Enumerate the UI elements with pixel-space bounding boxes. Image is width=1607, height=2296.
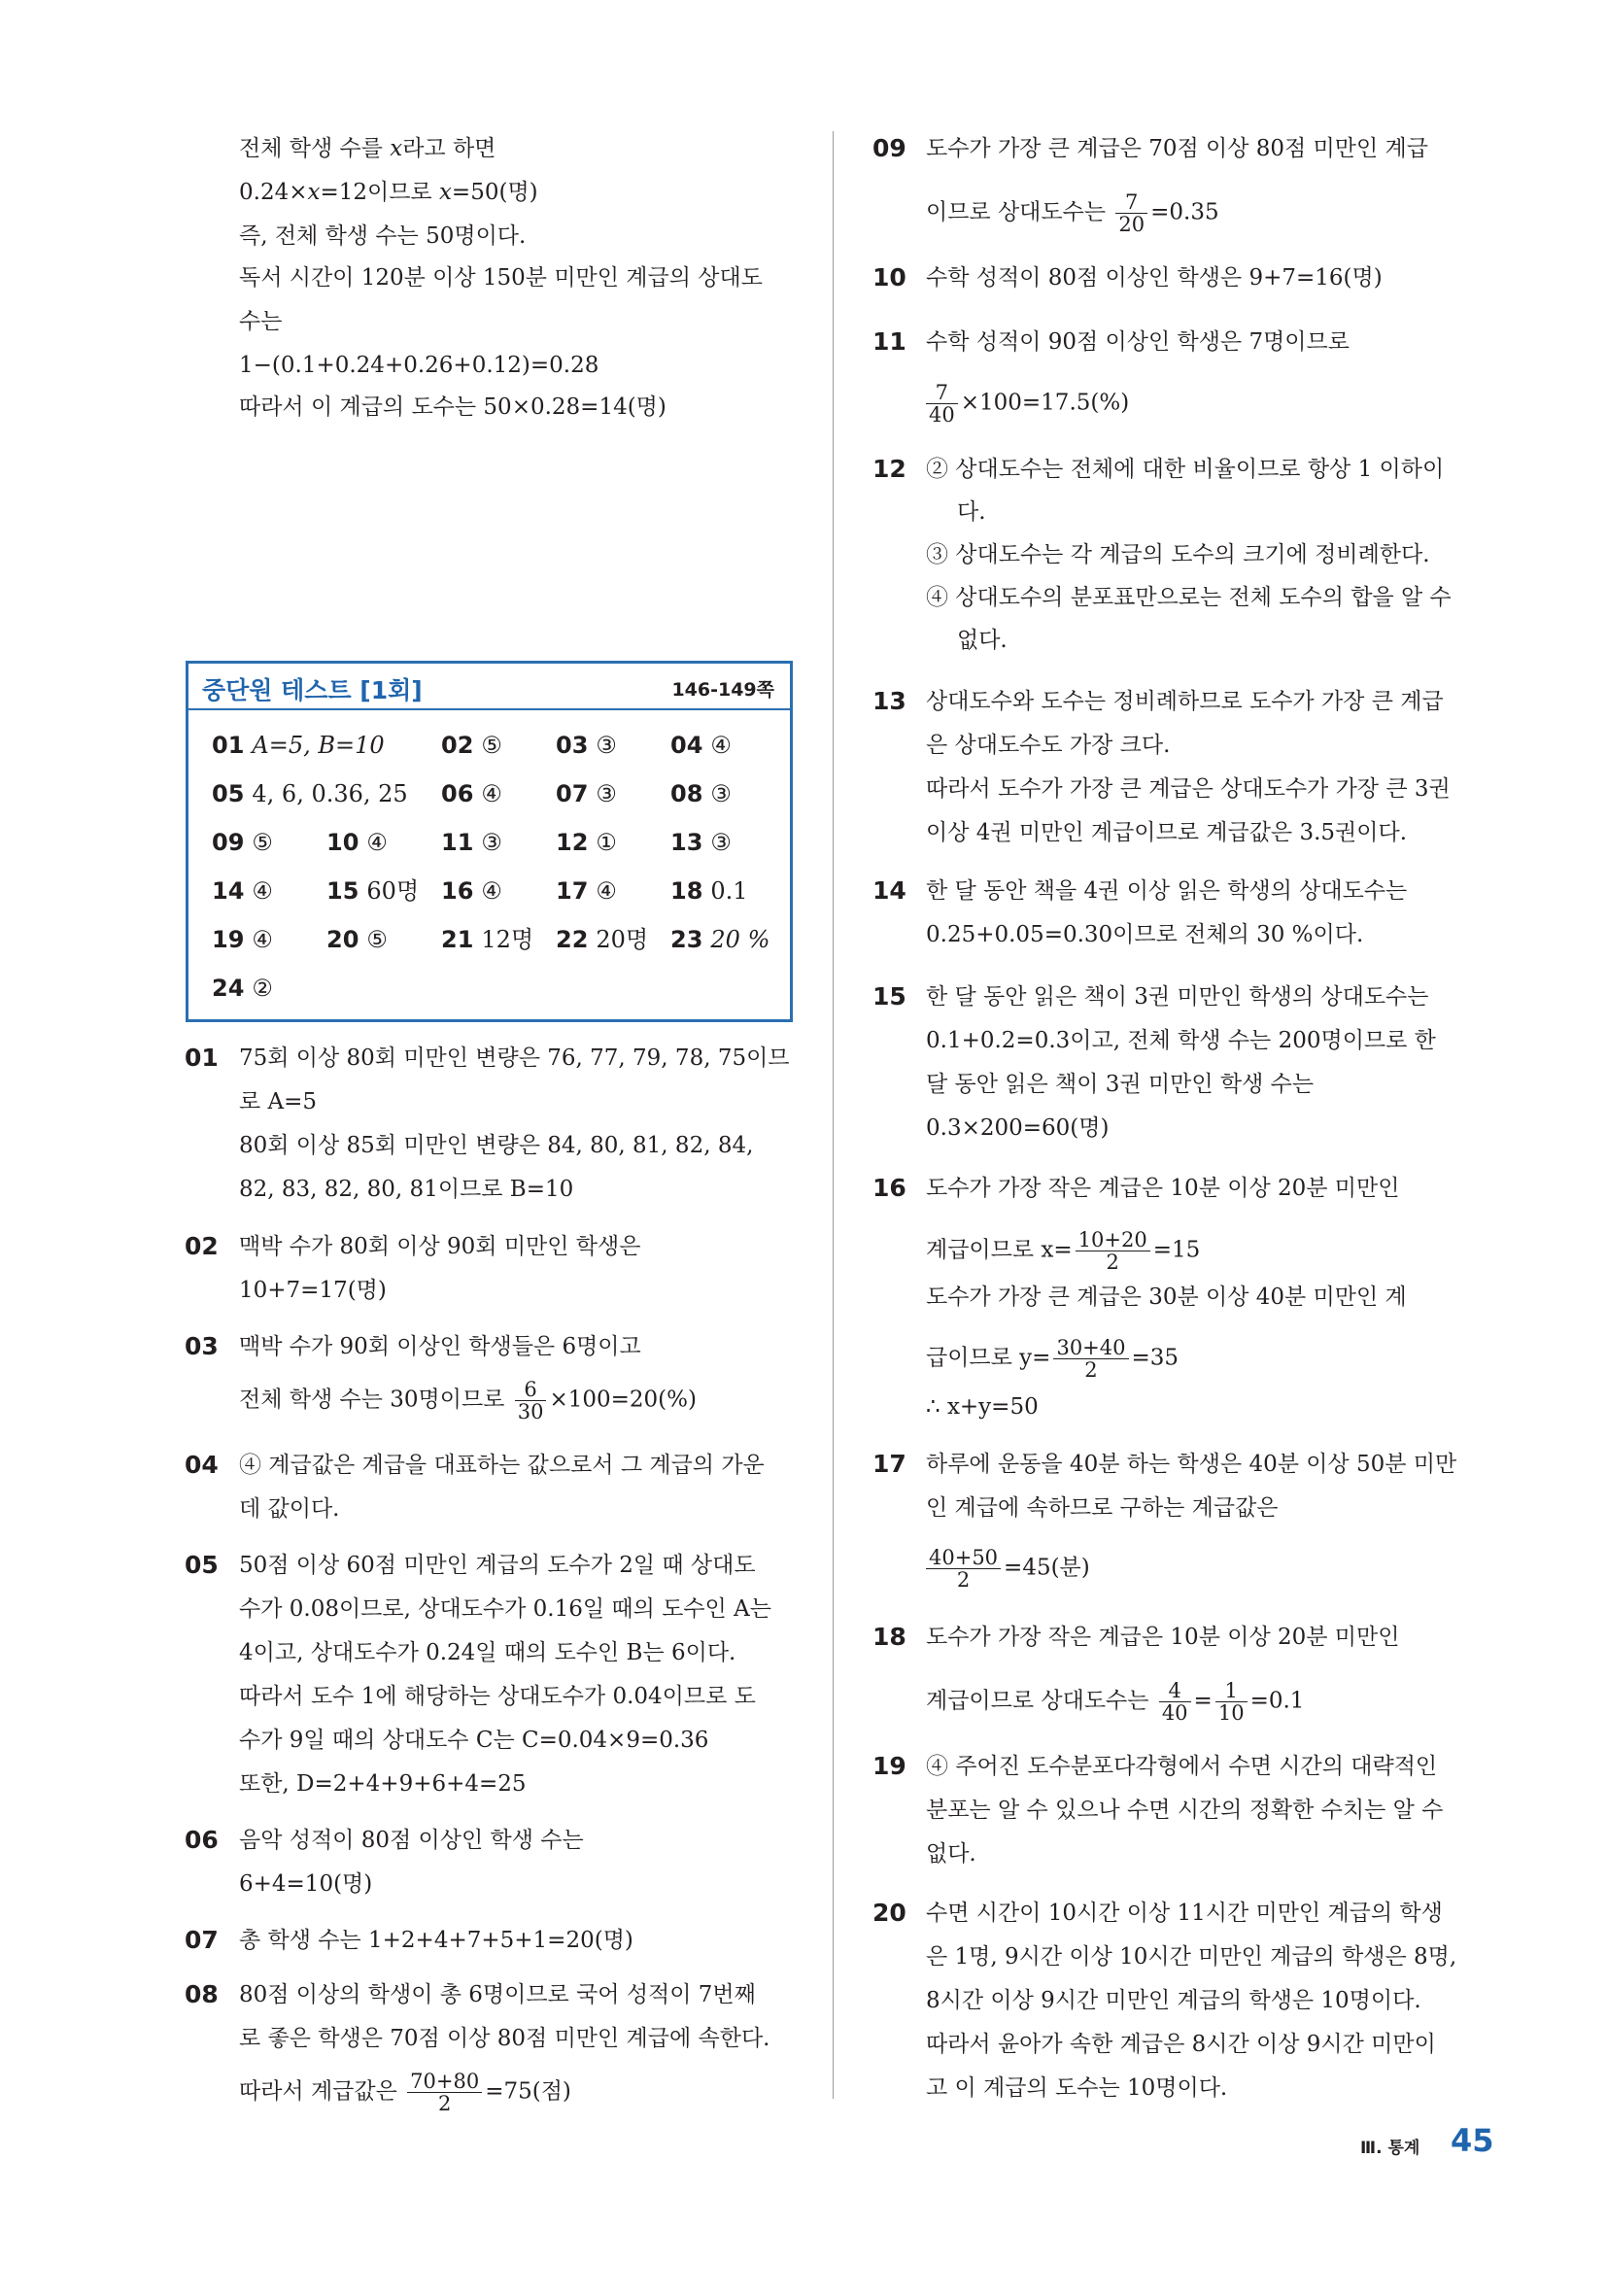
solution-number: 16	[872, 1174, 906, 1202]
fraction-denominator: 20	[1118, 213, 1145, 236]
answer-value: A=5, B=10	[252, 732, 385, 759]
fraction	[1215, 1680, 1248, 1724]
formula-text: ×100=20(%)	[549, 1387, 697, 1413]
formula-text: =45(분)	[1004, 1555, 1090, 1581]
solution-line: 맥박 수가 80회 이상 90회 미만인 학생은	[239, 1234, 641, 1259]
formula-text: 따라서 계급값은	[239, 2078, 397, 2105]
solution-line: ∴ x+y=50	[926, 1394, 1039, 1420]
solution-number: 11	[872, 327, 906, 356]
answer-number: 14	[212, 877, 245, 905]
answer-item	[441, 876, 502, 906]
solution-line: 80회 이상 85회 미만인 변량은 84, 80, 81, 82, 84,	[239, 1133, 754, 1158]
solution-formula	[926, 1337, 1179, 1381]
fraction-denominator: 2	[437, 2092, 452, 2115]
solution-line: 4이고, 상대도수가 0.24일 때의 도수인 B는 6이다.	[239, 1640, 736, 1665]
answer-value: 0.1	[710, 877, 748, 905]
answer-value: ④	[710, 732, 732, 759]
answer-number: 21	[441, 926, 474, 953]
answer-value: ②	[252, 975, 273, 1002]
section-label: Ⅲ. 통계	[1360, 2139, 1420, 2158]
intro-line: 따라서 이 계급의 도수는 50×0.28=14(명)	[239, 394, 667, 420]
solution-number: 02	[185, 1232, 219, 1260]
solution-formula	[239, 1379, 697, 1422]
solution-line: 한 달 동안 읽은 책이 3권 미만인 학생의 상대도수는	[926, 984, 1429, 1010]
answer-number: 23	[670, 926, 703, 953]
solution-line: 0.1+0.2=0.3이고, 전체 학생 수는 200명이므로 한	[926, 1028, 1436, 1053]
answer-number: 18	[670, 877, 703, 905]
answer-number: 05	[212, 780, 245, 807]
fraction-denominator: 2	[956, 1568, 971, 1592]
answer-value: ④	[481, 780, 502, 807]
solution-formula: 계급이므로 상대도수는 $\frac{4}{40}$ = $\frac{1}{10}$ =0.1	[926, 1679, 1305, 1725]
answer-number: 13	[670, 829, 703, 856]
solution-line: 로 좋은 학생은 70점 이상 80점 미만인 계급에 속한다.	[239, 2026, 770, 2051]
fraction	[926, 1547, 1001, 1591]
solution-number: 14	[872, 876, 906, 905]
solution-line: 인 계급에 속하므로 구하는 계급값은	[926, 1495, 1279, 1521]
answer-item	[212, 925, 273, 954]
fraction	[1053, 1337, 1128, 1381]
answer-item	[556, 876, 617, 906]
answer-value: ⑤	[252, 829, 273, 856]
solution-line: 수면 시간이 10시간 이상 11시간 미만인 계급의 학생	[926, 1901, 1443, 1926]
intro-line: 1−(0.1+0.24+0.26+0.12)=0.28	[239, 353, 599, 378]
solution-line: 75회 이상 80회 미만인 변량은 76, 77, 79, 78, 75이므	[239, 1045, 790, 1071]
solution-number: 13	[872, 687, 906, 715]
solution-line: 총 학생 수는 1+2+4+7+5+1=20(명)	[239, 1928, 633, 1953]
test-pages: 146-149쪽	[671, 679, 774, 701]
answer-number: 04	[670, 732, 703, 759]
solution-line: 달 동안 읽은 책이 3권 미만인 학생 수는	[926, 1072, 1315, 1097]
answer-value: ③	[596, 732, 617, 759]
answer-number: 02	[441, 732, 474, 759]
solution-line: 수학 성적이 80점 이상인 학생은 9+7=16(명)	[926, 265, 1383, 291]
solution-line: 도수가 가장 큰 계급은 70점 이상 80점 미만인 계급	[926, 136, 1428, 161]
solution-line: 한 달 동안 책을 4권 이상 읽은 학생의 상대도수는	[926, 878, 1408, 904]
solution-line: ② 상대도수는 전체에 대한 비율이므로 항상 1 이하이	[926, 457, 1445, 482]
test-answer-box	[186, 661, 793, 1022]
answer-value: 20 %	[710, 926, 770, 953]
fraction-denominator: 30	[517, 1400, 544, 1423]
solution-formula	[926, 191, 1219, 235]
answer-value: ⑤	[481, 732, 502, 759]
solution-line: 8시간 이상 9시간 미만인 계급의 학생은 10명이다.	[926, 1988, 1421, 2013]
answer-number: 16	[441, 877, 474, 905]
fraction	[407, 2071, 482, 2114]
answer-value: ④	[252, 926, 273, 953]
answer-item	[326, 925, 388, 954]
solution-line: 82, 83, 82, 80, 81이므로 B=10	[239, 1177, 574, 1202]
solution-number: 04	[185, 1451, 219, 1479]
answer-number: 03	[556, 732, 589, 759]
answer-item	[212, 876, 273, 906]
answer-value: ⑤	[366, 926, 388, 953]
solution-formula	[239, 2071, 571, 2114]
answer-number: 12	[556, 829, 589, 856]
answer-number: 15	[326, 877, 359, 905]
solution-line: 로 A=5	[239, 1089, 318, 1114]
answer-number: 10	[326, 829, 359, 856]
answer-item	[670, 876, 748, 906]
solution-number: 09	[872, 134, 906, 162]
answer-item	[670, 925, 769, 954]
solution-line: ③ 상대도수는 각 계급의 도수의 크기에 정비례한다.	[926, 542, 1430, 567]
formula-text: 계급이므로 x=	[926, 1237, 1073, 1263]
answer-number: 24	[212, 975, 245, 1002]
fraction-numerator: 7	[926, 382, 958, 404]
formula-text: =0.35	[1150, 199, 1219, 225]
solution-line: 0.25+0.05=0.30이므로 전체의 30 %이다.	[926, 922, 1364, 947]
solution-line: 따라서 도수 1에 해당하는 상대도수가 0.04이므로 도	[239, 1684, 756, 1709]
answer-item	[212, 828, 273, 857]
answer-value: ④	[366, 829, 388, 856]
answer-item	[556, 779, 617, 808]
column-divider	[833, 131, 834, 2099]
solution-line: 10+7=17(명)	[239, 1278, 387, 1303]
answer-value: ③	[710, 829, 732, 856]
solution-line: 없다.	[957, 628, 1008, 653]
solution-number: 01	[185, 1044, 219, 1072]
answer-number: 11	[441, 829, 474, 856]
fraction-denominator: 10	[1217, 1701, 1245, 1725]
answer-value: ④	[596, 877, 617, 905]
answer-value: 4, 6, 0.36, 25	[252, 780, 408, 807]
answer-value: ③	[596, 780, 617, 807]
fraction-denominator: 40	[1161, 1701, 1188, 1725]
solution-line: 없다.	[926, 1841, 976, 1867]
solution-formula	[923, 1547, 1090, 1591]
fraction-denominator: 2	[1106, 1251, 1119, 1274]
answer-item	[212, 974, 273, 1003]
answer-value: ④	[252, 877, 273, 905]
fraction-numerator: 1	[1215, 1680, 1248, 1702]
intro-line: 즉, 전체 학생 수는 50명이다.	[239, 223, 527, 249]
solution-line: 은 상대도수도 가장 크다.	[926, 733, 1171, 758]
solution-line: 도수가 가장 큰 계급은 30분 이상 40분 미만인 계	[926, 1285, 1407, 1310]
intro-line: 전체 학생 수를 𝑥라고 하면	[239, 136, 496, 161]
solution-line: 도수가 가장 작은 계급은 10분 이상 20분 미만인	[926, 1625, 1400, 1650]
solution-line: 다.	[957, 499, 986, 525]
formula-text: ×100=17.5(%)	[960, 390, 1130, 416]
answer-number: 07	[556, 780, 589, 807]
answer-item	[441, 779, 502, 808]
solution-line: 6+4=10(명)	[239, 1871, 373, 1897]
solution-formula	[926, 1229, 1200, 1273]
answer-item	[212, 731, 385, 760]
solution-line: 도수가 가장 작은 계급은 10분 이상 20분 미만인	[926, 1176, 1400, 1201]
intro-line: 0.24×𝑥=12이므로 𝑥=50(명)	[239, 180, 538, 205]
answer-value: ③	[481, 829, 502, 856]
solution-line: 상대도수와 도수는 정비례하므로 도수가 가장 큰 계급	[926, 689, 1444, 714]
answer-value: 20명	[596, 926, 649, 953]
solution-line: ④ 주어진 도수분포다각형에서 수면 시간의 대략적인	[926, 1754, 1438, 1779]
solution-number: 17	[872, 1450, 906, 1478]
fraction-numerator: 6	[515, 1379, 547, 1401]
answer-value: ①	[596, 829, 617, 856]
answer-number: 22	[556, 926, 589, 953]
answer-item	[670, 779, 732, 808]
solution-line: 이상 4권 미만인 계급이므로 계급값은 3.5권이다.	[926, 820, 1408, 845]
solution-number: 15	[872, 982, 906, 1011]
formula-text: 전체 학생 수는 30명이므로	[239, 1387, 505, 1413]
solution-line: ④ 상대도수의 분포표만으로는 전체 도수의 합을 알 수	[926, 585, 1452, 610]
solution-line: 데 값이다.	[239, 1496, 340, 1522]
solution-line: 50점 이상 60점 미만인 계급의 도수가 2일 때 상대도	[239, 1553, 756, 1578]
solution-line: 따라서 윤아가 속한 계급은 8시간 이상 9시간 미만이	[926, 2032, 1436, 2057]
solution-number: 07	[185, 1926, 219, 1954]
answer-number: 19	[212, 926, 245, 953]
fraction-numerator: 7	[1115, 191, 1147, 214]
answer-item	[326, 828, 388, 857]
answer-item	[556, 828, 617, 857]
answer-value: 60명	[366, 877, 420, 905]
solution-number: 08	[185, 1980, 219, 2008]
formula-text: =0.1	[1249, 1688, 1305, 1714]
formula-text: 이므로 상대도수는	[926, 199, 1107, 225]
answer-value: ③	[710, 780, 732, 807]
solution-line: 고 이 계급의 도수는 10명이다.	[926, 2075, 1228, 2101]
solution-line: 하루에 운동을 40분 하는 학생은 40분 이상 50분 미만	[926, 1452, 1457, 1477]
solution-number: 05	[185, 1551, 219, 1579]
fraction-denominator: 2	[1084, 1358, 1098, 1382]
solution-line: 맥박 수가 90회 이상인 학생들은 6명이고	[239, 1334, 641, 1359]
formula-text: =75(점)	[485, 2078, 571, 2105]
formula-text: =35	[1131, 1345, 1180, 1371]
fraction-numerator: 40+50	[926, 1547, 1001, 1569]
intro-line: 수는	[239, 309, 283, 334]
solution-line: ④ 계급값은 계급을 대표하는 값으로서 그 계급의 가운	[239, 1453, 765, 1478]
page-number: 45	[1451, 2122, 1494, 2159]
solution-number: 20	[872, 1899, 906, 1927]
solution-line: 80점 이상의 학생이 총 6명이므로 국어 성적이 7번째	[239, 1982, 756, 2007]
solution-number: 18	[872, 1623, 906, 1651]
formula-text: 급이므로 y=	[926, 1345, 1051, 1371]
answer-number: 08	[670, 780, 703, 807]
solution-line: 0.3×200=60(명)	[926, 1115, 1110, 1141]
answer-item	[441, 731, 502, 760]
answer-number: 09	[212, 829, 245, 856]
solution-line: 따라서 도수가 가장 큰 계급은 상대도수가 가장 큰 3권	[926, 776, 1451, 802]
solution-line: 또한, D=2+4+9+6+4=25	[239, 1771, 527, 1797]
fraction-denominator: 40	[929, 403, 955, 427]
solution-number: 19	[872, 1752, 906, 1780]
fraction	[515, 1379, 547, 1422]
answer-item	[441, 828, 502, 857]
answer-item	[556, 731, 617, 760]
solution-number: 03	[185, 1332, 219, 1360]
answer-item	[326, 876, 419, 906]
solution-number: 10	[872, 263, 906, 291]
fraction	[1076, 1229, 1150, 1273]
answer-item	[556, 925, 648, 954]
solution-formula	[923, 382, 1129, 426]
answer-number: 01	[212, 732, 245, 759]
solution-line: 수가 9일 때의 상대도수 C는 C=0.04×9=0.36	[239, 1728, 709, 1753]
test-box-header	[188, 664, 790, 710]
formula-text: 계급이므로 상대도수는	[926, 1688, 1149, 1714]
solution-line: 음악 성적이 80점 이상인 학생 수는	[239, 1828, 584, 1853]
solution-number: 06	[185, 1826, 219, 1854]
fraction-numerator: 10+20	[1076, 1229, 1150, 1251]
solution-line: 수가 0.08이므로, 상대도수가 0.16일 때의 도수인 A는	[239, 1596, 771, 1622]
fraction	[1115, 191, 1147, 235]
formula-text: =15	[1152, 1237, 1201, 1263]
fraction-numerator: 30+40	[1053, 1337, 1128, 1359]
answer-number: 17	[556, 877, 589, 905]
answer-item	[441, 925, 533, 954]
answer-number: 06	[441, 780, 474, 807]
answer-item	[670, 731, 732, 760]
answer-item	[212, 779, 408, 808]
solution-line: 은 1명, 9시간 이상 10시간 미만인 계급의 학생은 8명,	[926, 1944, 1457, 1970]
test-title: 중단원 테스트 [1회]	[202, 676, 423, 704]
fraction	[926, 382, 958, 426]
fraction-numerator: 70+80	[407, 2071, 482, 2093]
fraction	[1159, 1680, 1191, 1724]
intro-line: 독서 시간이 120분 이상 150분 미만인 계급의 상대도	[239, 265, 763, 291]
solution-number: 12	[872, 455, 906, 483]
answer-value: 12명	[481, 926, 534, 953]
answer-item	[670, 828, 732, 857]
solution-line: 수학 성적이 90점 이상인 학생은 7명이므로	[926, 329, 1350, 355]
answer-value: ④	[481, 877, 502, 905]
answer-number: 20	[326, 926, 359, 953]
fraction-numerator: 4	[1159, 1680, 1191, 1702]
solution-line: 분포는 알 수 있으나 수면 시간의 정확한 수치는 알 수	[926, 1798, 1444, 1823]
